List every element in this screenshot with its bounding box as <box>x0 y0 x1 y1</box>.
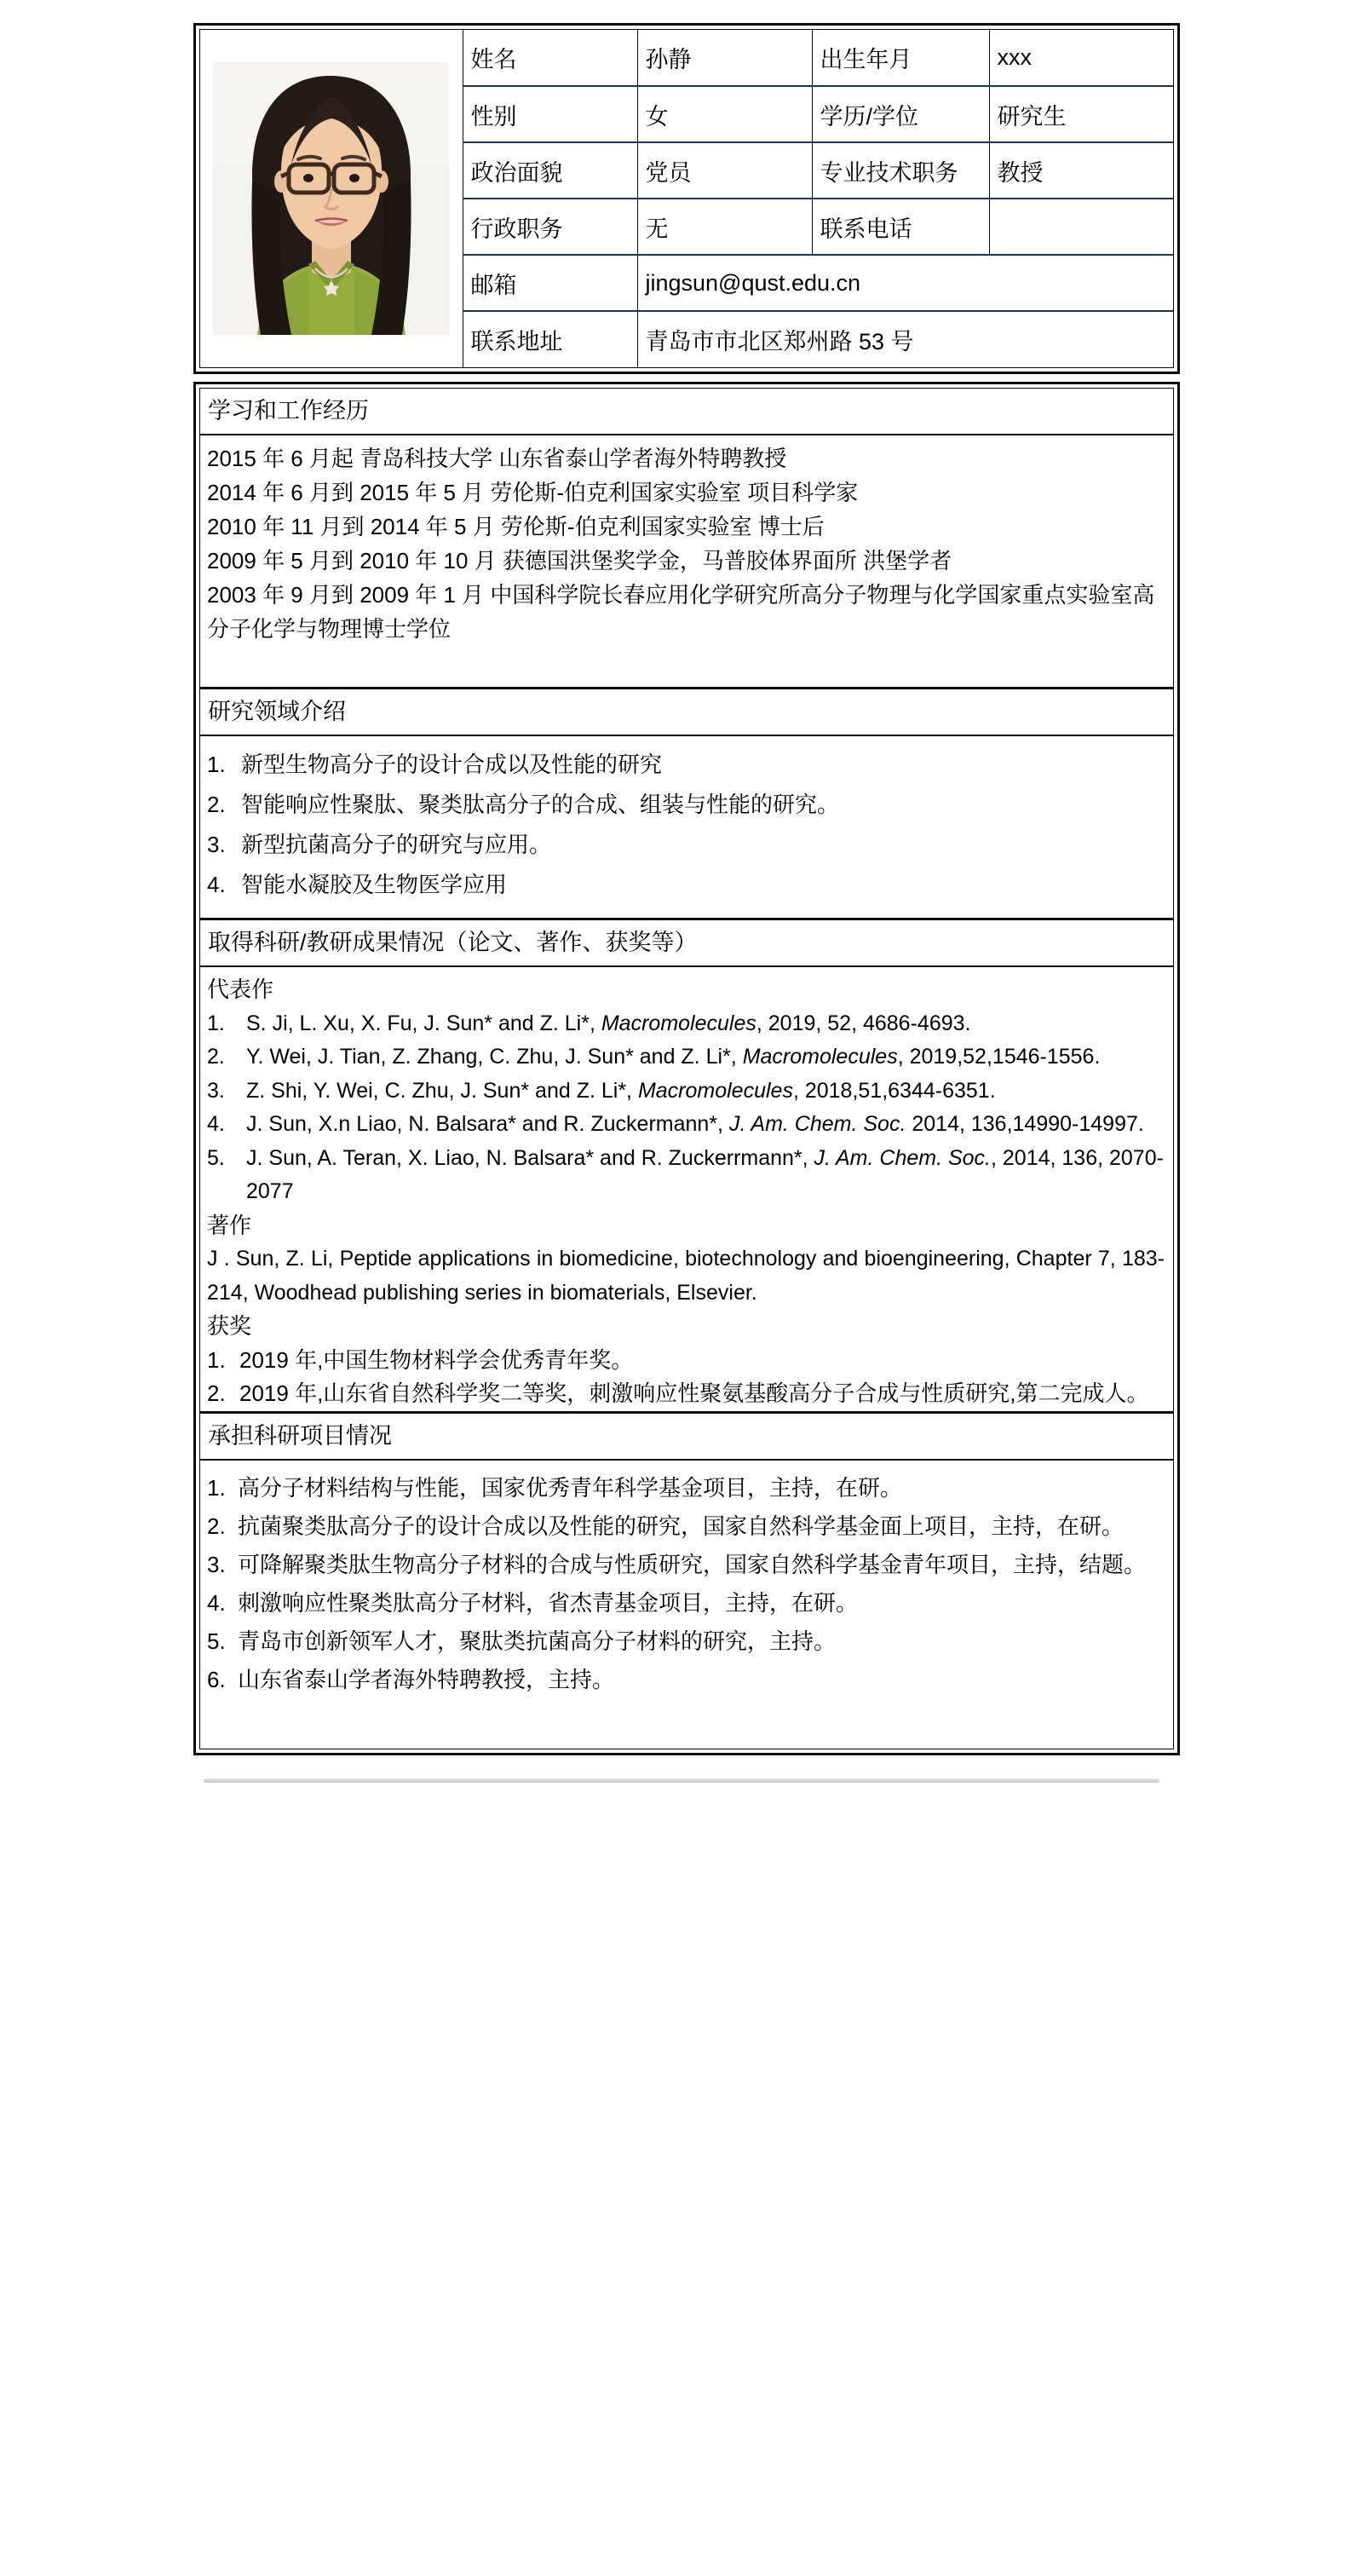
profile-sections-frame-inner <box>199 388 1174 1749</box>
info-value-degree: 研究生 <box>989 86 1173 142</box>
list-item-number: 3. <box>207 1078 225 1103</box>
list-item: 2015 年 6 月起 青岛科技大学 山东省泰山学者海外特聘教授 <box>207 446 787 471</box>
projects-list <box>200 1461 1173 1749</box>
list-item-text: 2019 年,山东省自然科学奖二等奖，刺激响应性聚氨基酸高分子合成与性质研究,第二完成人。 <box>239 1380 1149 1406</box>
awards-label: 获奖 <box>207 1313 252 1339</box>
list-item-text: S. Ji, L. Xu, X. Fu, J. Sun* and Z. Li*, Macromolecules, 2019, 52, 4686-4693. <box>246 1011 971 1035</box>
resume-page <box>193 23 1180 1783</box>
list-item-number: 1. <box>207 1011 225 1035</box>
list-item: 2014 年 6 月到 2015 年 5 月 劳伦斯-伯克利国家实验室 项目科学家 <box>207 480 859 505</box>
info-row-name <box>200 30 1173 86</box>
research-areas-list <box>200 736 1173 918</box>
profile-photo-cell <box>200 30 463 367</box>
list-item-text: 智能水凝胶及生物医学应用 <box>241 872 508 897</box>
list-item-text: Y. Wei, J. Tian, Z. Zhang, C. Zhu, J. Sun* and Z. Li*, Macromolecules, 2019,52,1546-1556. <box>246 1045 1101 1069</box>
list-item <box>207 1469 1166 1507</box>
awards-list <box>207 1344 1166 1411</box>
experience-list <box>200 435 1173 687</box>
info-label-name: 姓名 <box>463 30 637 86</box>
info-value-address: 青岛市市北区郑州路 53 号 <box>637 311 1173 367</box>
list-item <box>207 1546 1166 1584</box>
list-item <box>207 1377 1166 1411</box>
list-item: 2010 年 11 月到 2014 年 5 月 劳伦斯-伯克利国家实验室 博士后 <box>207 514 825 539</box>
info-value-title: 教授 <box>989 142 1173 199</box>
section-experience <box>200 389 1173 687</box>
list-item <box>207 1661 1166 1699</box>
section-projects-title: 承担科研项目情况 <box>200 1414 1173 1461</box>
list-item <box>207 865 1166 905</box>
list-item-text: 智能响应性聚肽、聚类肽高分子的合成、组装与性能的研究。 <box>241 792 840 817</box>
section-achievements-title: 取得科研/教研成果情况（论文、著作、获奖等） <box>200 920 1173 967</box>
list-item <box>207 1622 1166 1661</box>
list-item-number: 3. <box>207 1551 226 1577</box>
list-item-number: 1. <box>207 1346 226 1373</box>
list-item-number: 2. <box>207 1380 226 1406</box>
list-item-number: 4. <box>207 872 226 897</box>
section-projects <box>200 1411 1173 1749</box>
profile-info-frame <box>193 23 1180 374</box>
list-item-text: J. Sun, X.n Liao, N. Balsara* and R. Zuckermann*, J. Am. Chem. Soc. 2014, 136,14990-14997. <box>246 1112 1144 1136</box>
info-label-admin-post: 行政职务 <box>463 199 637 255</box>
list-item-number: 1. <box>207 752 226 777</box>
list-item-text: Z. Shi, Y. Wei, C. Zhu, J. Sun* and Z. Li*, Macromolecules, 2018,51,6344-6351. <box>246 1078 996 1103</box>
info-label-title: 专业技术职务 <box>812 142 989 199</box>
list-item-text: 新型抗菌高分子的研究与应用。 <box>241 832 552 857</box>
section-experience-title: 学习和工作经历 <box>200 389 1173 435</box>
books-label: 著作 <box>207 1212 252 1238</box>
list-item-number: 5. <box>207 1628 226 1654</box>
info-value-gender: 女 <box>637 86 812 142</box>
list-item-text: 抗菌聚类肽高分子的设计合成以及性能的研究，国家自然科学基金面上项目，主持，在研。 <box>238 1513 1125 1539</box>
info-label-degree: 学历/学位 <box>812 86 989 142</box>
list-item-number: 2. <box>207 1513 226 1539</box>
list-item <box>207 1040 1166 1075</box>
info-value-political-status: 党员 <box>637 142 812 199</box>
info-value-email: jingsun@qust.edu.cn <box>637 255 1173 311</box>
list-item: 2009 年 5 月到 2010 年 10 月 获德国洪堡奖学金，马普胶体界面所 洪堡学者 <box>207 548 952 573</box>
list-item <box>207 1108 1166 1142</box>
list-item <box>207 1344 1166 1378</box>
list-item-text: 青岛市创新领军人才，聚肽类抗菌高分子材料的研究，主持。 <box>238 1628 837 1654</box>
list-item-number: 3. <box>207 832 226 857</box>
list-item <box>207 1007 1166 1041</box>
profile-photo <box>213 62 449 335</box>
info-value-birthdate: xxx <box>989 30 1173 86</box>
info-value-name: 孙静 <box>637 30 812 86</box>
list-item-number: 4. <box>207 1589 226 1616</box>
profile-info-table <box>200 30 1173 367</box>
list-item-number: 6. <box>207 1666 226 1692</box>
info-label-phone: 联系电话 <box>812 199 989 255</box>
portrait-illustration <box>213 62 449 335</box>
list-item-text: 山东省泰山学者海外特聘教授，主持。 <box>238 1666 615 1692</box>
list-item: 2003 年 9 月到 2009 年 1 月 中国科学院长春应用化学研究所高分子物理与化学国家重点实验室高分子化学与物理博士学位 <box>207 582 1155 642</box>
list-item <box>207 1142 1166 1209</box>
list-item <box>207 1075 1166 1109</box>
book-chapter-entry: J . Sun, Z. Li, Peptide applications in biomedicine, biotechnology and bioengineering, Chapter 7, 183-214, Woodhead publishing series in biomaterials, Elsevier. <box>207 1247 1165 1305</box>
list-item <box>207 785 1166 825</box>
section-research-areas-title: 研究领域介绍 <box>200 689 1173 736</box>
list-item-text: J. Sun, A. Teran, X. Liao, N. Balsara* and R. Zuckerrmann*, J. Am. Chem. Soc., 2014, 136, 2070-2077 <box>246 1145 1164 1203</box>
info-label-address: 联系地址 <box>463 311 637 367</box>
list-item <box>207 745 1166 785</box>
list-item-text: 2019 年,中国生物材料学会优秀青年奖。 <box>239 1346 634 1373</box>
list-item-number: 2. <box>207 792 226 817</box>
info-label-gender: 性别 <box>463 86 637 142</box>
list-item-text: 可降解聚类肽生物高分子材料的合成与性质研究，国家自然科学基金青年项目，主持，结题。 <box>238 1551 1147 1577</box>
section-research-areas <box>200 687 1173 918</box>
section-achievements <box>200 918 1173 1411</box>
profile-sections-frame <box>193 382 1180 1755</box>
info-label-political-status: 政治面貌 <box>463 142 637 199</box>
profile-info-frame-inner <box>199 29 1174 368</box>
bottom-divider <box>204 1778 1159 1783</box>
publications-list <box>207 1007 1166 1209</box>
info-label-birthdate: 出生年月 <box>812 30 989 86</box>
list-item <box>207 1507 1166 1546</box>
list-item-number: 2. <box>207 1045 225 1069</box>
list-item-text: 高分子材料结构与性能，国家优秀青年科学基金项目，主持，在研。 <box>238 1474 903 1501</box>
info-value-phone <box>989 199 1173 255</box>
list-item <box>207 1584 1166 1622</box>
list-item-number: 4. <box>207 1112 225 1136</box>
list-item-number: 1. <box>207 1474 226 1501</box>
list-item-text: 刺激响应性聚类肽高分子材料，省杰青基金项目，主持，在研。 <box>238 1589 859 1616</box>
list-item-number: 5. <box>207 1145 225 1170</box>
list-item <box>207 825 1166 865</box>
achievements-body <box>200 967 1173 1411</box>
representative-works-label: 代表作 <box>207 977 274 1002</box>
info-value-admin-post: 无 <box>637 199 812 255</box>
info-label-email: 邮箱 <box>463 255 637 311</box>
list-item-text: 新型生物高分子的设计合成以及性能的研究 <box>241 752 663 777</box>
